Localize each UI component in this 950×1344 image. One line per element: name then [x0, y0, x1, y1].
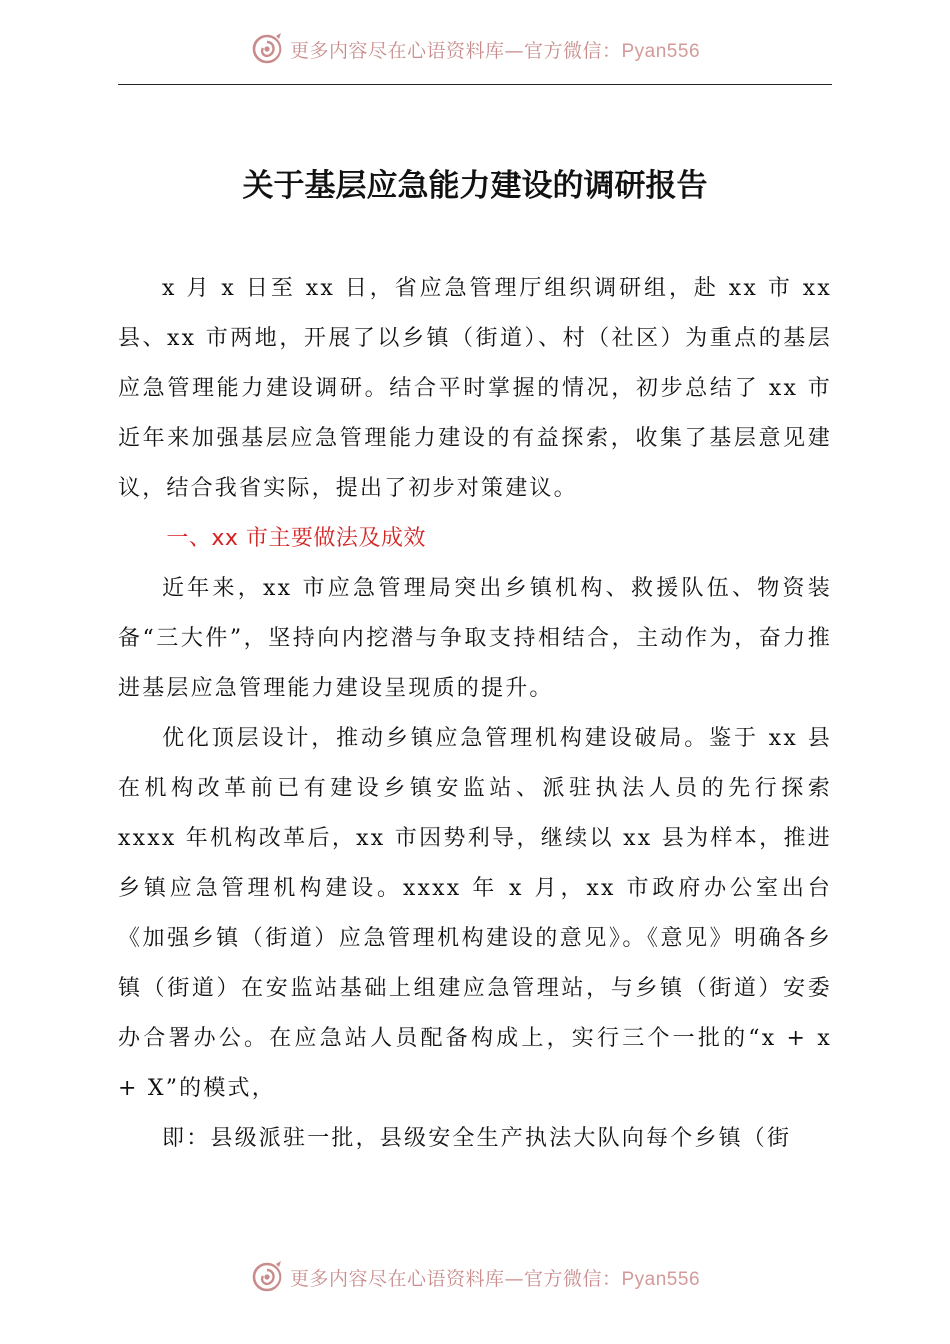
- paragraph-overview: 近年来，xx 市应急管理局突出乡镇机构、救援队伍、物资装备“三大件”，坚持向内挖潜与争取支持相结合，主动作为，奋力推进基层应急管理能力建设呈现质的提升。: [118, 576, 832, 701]
- paragraph-intro: x 月 x 日至 xx 日，省应急管理厅组织调研组，赴 xx 市 xx 县、xx 市两地，开展了以乡镇（街道）、村（社区）为重点的基层应急管理能力建设调研。结合平时掌握的情况，初步总结了 xx 市近年来加强基层应急管理能力建设的有益探索，收集了基层意见建议，结合我省实际，提出了初步对策建议。: [118, 276, 832, 501]
- spiral-logo-icon: [250, 1259, 286, 1295]
- paragraph-continuation: 即：县级派驻一批，县级安全生产执法大队向每个乡镇（街: [162, 1126, 792, 1151]
- banner-text: [290, 1264, 700, 1291]
- section-heading-1: 一、xx 市主要做法及成效: [166, 526, 426, 551]
- header-divider: [118, 84, 832, 85]
- document-body: [118, 264, 832, 1164]
- paragraph-top-design: 优化顶层设计，推动乡镇应急管理机构建设破局。鉴于 xx 县在机构改革前已有建设乡镇安监站、派驻执法人员的先行探索 xxxx 年机构改革后，xx 市因势利导，继续以 xx 县为样本，推进乡镇应急管理机构建设。xxxx 年 x 月，xx 市政府办公室出台《加强乡镇（街道）应急管理机构建设的意见》。《意见》明确各乡镇（街道）在安监站基础上组建应急管理站，与乡镇（街道）安委办合署办公。在应急站人员配备构成上，实行三个一批的“x + x + X”的模式，: [118, 726, 832, 1101]
- footer-banner[interactable]: [0, 1257, 950, 1297]
- banner-wechat-id: Pyan556: [621, 1268, 701, 1290]
- banner-label: 更多内容尽在心语资料库—官方微信：: [289, 39, 622, 62]
- document-title: 关于基层应急能力建设的调研报告: [242, 168, 708, 204]
- spiral-logo-icon: [250, 31, 286, 67]
- header-banner[interactable]: [0, 29, 950, 69]
- banner-label: 更多内容尽在心语资料库—官方微信：: [289, 1267, 622, 1290]
- banner-wechat-id: Pyan556: [621, 40, 701, 62]
- banner-text: [290, 36, 700, 63]
